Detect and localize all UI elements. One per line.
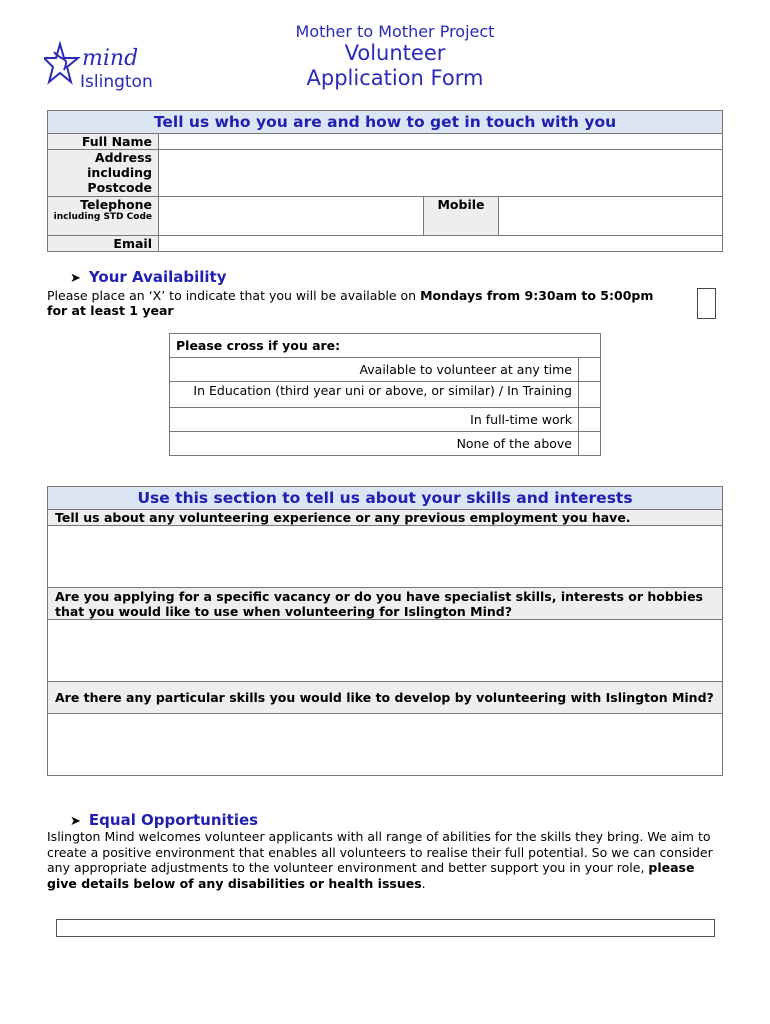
equal-text-post: . [421,875,426,891]
option-checkbox[interactable] [579,358,601,382]
answer-3-field[interactable] [48,714,723,776]
answer-2-field[interactable] [48,620,723,682]
availability-heading [70,268,226,286]
option-label-text: In Education (third year uni or above, or similar) / In Training [193,384,572,398]
full-name-field[interactable] [159,134,723,150]
question-2: Are you applying for a specific vacancy or do you have specialist skills, interests or hobbies that you would like to use when volunteering for Islington Mind? [48,588,723,620]
option-checkbox[interactable] [579,432,601,456]
question-1: Tell us about any volunteering experience or any previous employment you have. [48,510,723,526]
equal-text-bold: please give details below of any disabilities or health issues [47,860,695,891]
address-label: Address including Postcode [48,150,159,197]
availability-text [47,288,667,318]
availability-heading-text: Your Availability [88,268,227,286]
availability-checkbox[interactable] [697,288,716,319]
skills-table [47,486,723,776]
equal-opportunities-text [47,829,727,891]
option-label: In full-time work [170,408,579,432]
telephone-label [48,197,159,236]
telephone-label-text: Telephone [80,197,152,212]
cross-table [169,333,601,456]
form-title-line1: Volunteer [344,41,446,65]
availability-text-pre: Please place an ‘X’ to indicate that you will be available on [47,288,421,303]
option-label: None of the above [170,432,579,456]
project-name: Mother to Mother Project [295,22,495,41]
option-label: Available to volunteer at any time [170,358,579,382]
option-checkbox[interactable] [579,408,601,432]
contact-table [47,110,723,252]
address-field[interactable] [159,150,723,197]
disabilities-field[interactable] [56,919,715,937]
option-checkbox[interactable] [579,382,601,408]
full-name-label: Full Name [48,134,159,150]
equal-opportunities-heading [70,811,258,829]
telephone-field[interactable] [159,197,424,236]
arrow-icon: ➤ [70,271,81,286]
mind-islington-logo [44,40,184,100]
logo-word: mind [82,46,139,71]
logo-place: Islington [80,72,153,92]
equal-text-pre: Islington Mind welcomes volunteer applicants with all range of abilities for the skills they bring. We aim to create a positive environment that enables all volunteers to realise their full potential. So we can consider any appropriate adjustments to the volunteer environment and better support you in your role, [47,829,713,875]
email-label: Email [48,236,159,252]
question-3: Are there any particular skills you would like to develop by volunteering with Islington Mind? [48,682,723,714]
mobile-label: Mobile [424,197,499,236]
cross-heading: Please cross if you are: [170,334,601,358]
telephone-note: including STD Code [53,212,152,222]
mobile-field[interactable] [499,197,723,236]
form-title-line2: Application Form [306,66,484,90]
contact-heading: Tell us who you are and how to get in touch with you [48,111,723,134]
equal-heading-text: Equal Opportunities [88,811,259,829]
arrow-icon: ➤ [70,814,81,829]
email-field[interactable] [159,236,723,252]
skills-heading: Use this section to tell us about your skills and interests [48,487,723,510]
option-label [170,382,579,408]
answer-1-field[interactable] [48,526,723,588]
availability-text-bold: Mondays from 9:30am to 5:00pm for at least 1 year [47,288,654,318]
